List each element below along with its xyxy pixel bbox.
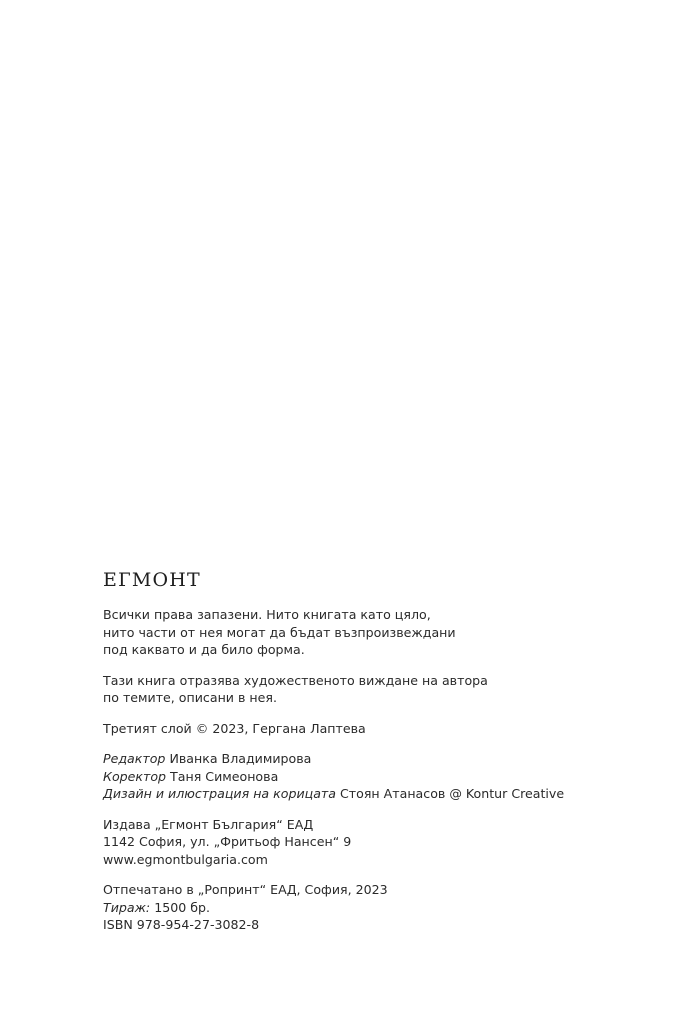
design-role: Дизайн и илюстрация на корицата — [103, 786, 336, 801]
rights-line: Всички права запазени. Нито книгата като цяло, — [103, 607, 431, 622]
publisher-address: 1142 София, ул. „Фритьоф Нансен“ 9 — [103, 834, 352, 849]
publisher-name: Издава „Егмонт България“ ЕАД — [103, 816, 314, 832]
print-run-value: 1500 бр. — [154, 899, 211, 915]
disclaimer-line: Тази книга отразява художественото виждане на автора — [103, 672, 488, 688]
proofreader-role: Коректор — [103, 768, 167, 784]
print-info — [103, 881, 663, 934]
print-run — [103, 899, 663, 917]
printed-by: Отпечатано в „Ропринт“ ЕАД, София, 2023 — [103, 882, 388, 897]
isbn: ISBN 978-954-27-3082-8 — [103, 917, 260, 932]
design-name: Стоян Атанасов @ Kontur Creative — [340, 786, 565, 801]
design-credit — [103, 785, 663, 803]
rights-notice — [103, 606, 663, 659]
proofreader-name: Таня Симеонова — [170, 768, 279, 784]
disclaimer-line: по темите, описани в нея. — [103, 690, 277, 705]
editor-name: Иванка Владимирова — [169, 751, 312, 766]
disclaimer — [103, 672, 663, 707]
copyright-line: Третият слой © 2023, Гергана Лаптева — [103, 720, 366, 736]
imprint-page — [103, 568, 663, 947]
editor-role: Редактор — [103, 751, 166, 766]
publisher-logo: ЕГМОНТ — [103, 569, 201, 591]
credits — [103, 750, 663, 803]
copyright-notice — [103, 720, 663, 738]
rights-line: нито части от нея могат да бъдат възпроизвеждани — [103, 624, 456, 640]
print-run-label: Тираж: — [103, 899, 151, 915]
proofreader-credit — [103, 768, 663, 786]
rights-line: под каквато и да било форма. — [103, 642, 305, 657]
publisher-info — [103, 816, 663, 869]
publisher-website: www.egmontbulgaria.com — [103, 851, 268, 867]
editor-credit — [103, 750, 663, 768]
